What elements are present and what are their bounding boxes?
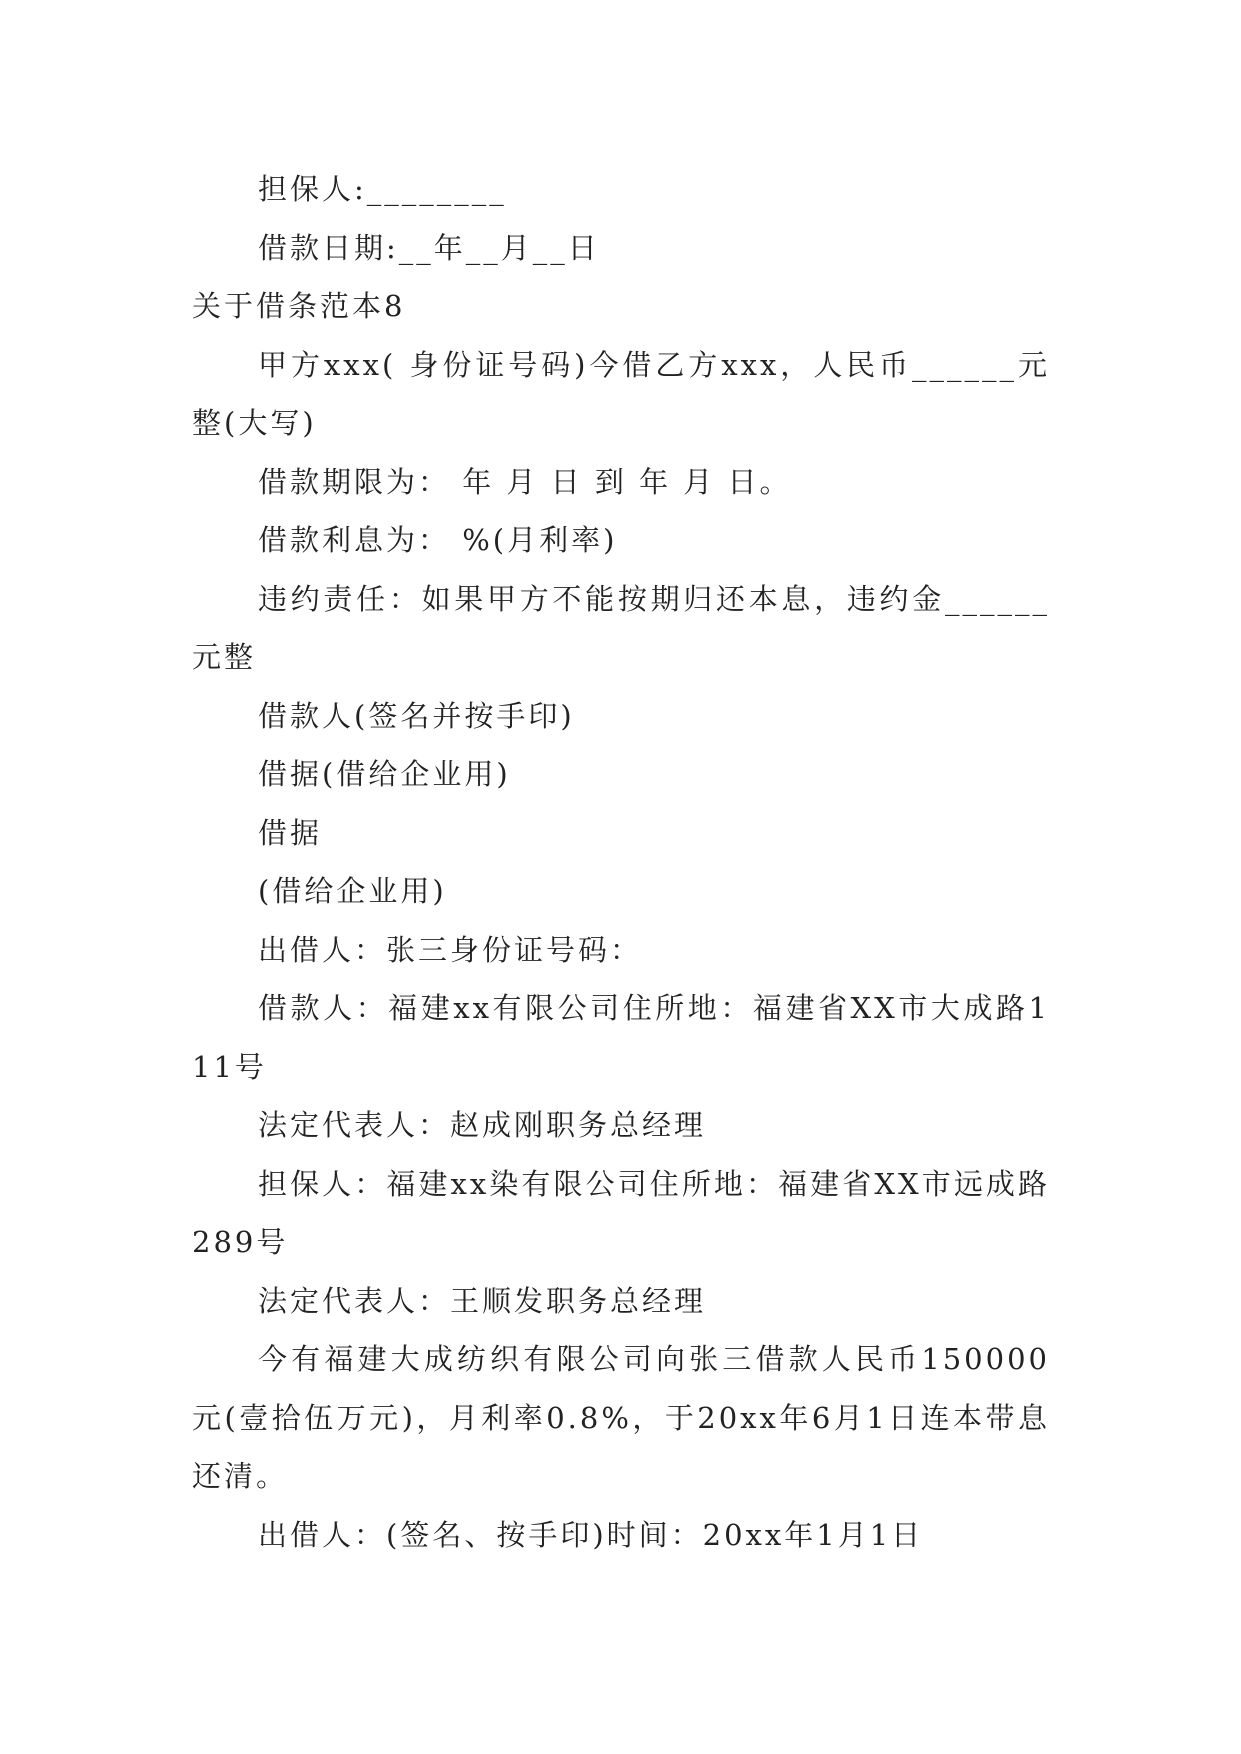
- borrower-representative: 法定代表人：赵成刚职务总经理: [258, 1108, 707, 1142]
- receipt-title: 借据: [258, 815, 323, 850]
- borrow-statement: 甲方xxx( 身份证号码)今借乙方xxx，人民币______元整(大写): [192, 347, 1050, 440]
- document-body: [192, 160, 1050, 1564]
- borrower-info: 借款人：福建xx有限公司住所地：福建省XX市大成路111号: [192, 991, 1050, 1084]
- receipt-enterprise-title: 借据(借给企业用): [258, 757, 511, 791]
- guarantor-line: 担保人:________: [258, 172, 507, 206]
- loan-body: 今有福建大成纺织有限公司向张三借款人民币150000元(壹拾伍万元)，月利率0.8%，于20xx年6月1日连本带息还清。: [192, 1342, 1050, 1493]
- lender-signature-date: 出借人：(签名、按手印)时间：20xx年1月1日: [258, 1517, 924, 1552]
- section-heading: 关于借条范本8: [192, 289, 406, 323]
- lender-info: 出借人：张三身份证号码：: [258, 932, 643, 967]
- loan-date-line: 借款日期:__年__月__日: [258, 230, 600, 265]
- guarantor-info: 担保人：福建xx染有限公司住所地：福建省XX市远成路289号: [192, 1166, 1050, 1259]
- borrower-sign: 借款人(签名并按手印): [258, 698, 575, 733]
- receipt-subtitle: (借给企业用): [258, 874, 447, 908]
- guarantor-representative: 法定代表人：王顺发职务总经理: [258, 1283, 707, 1318]
- breach-liability: 违约责任：如果甲方不能按期归还本息，违约金______元整: [192, 581, 1050, 674]
- loan-interest: 借款利息为： %(月利率): [258, 523, 618, 557]
- loan-period: 借款期限为： 年 月 日 到 年 月 日。: [258, 464, 792, 499]
